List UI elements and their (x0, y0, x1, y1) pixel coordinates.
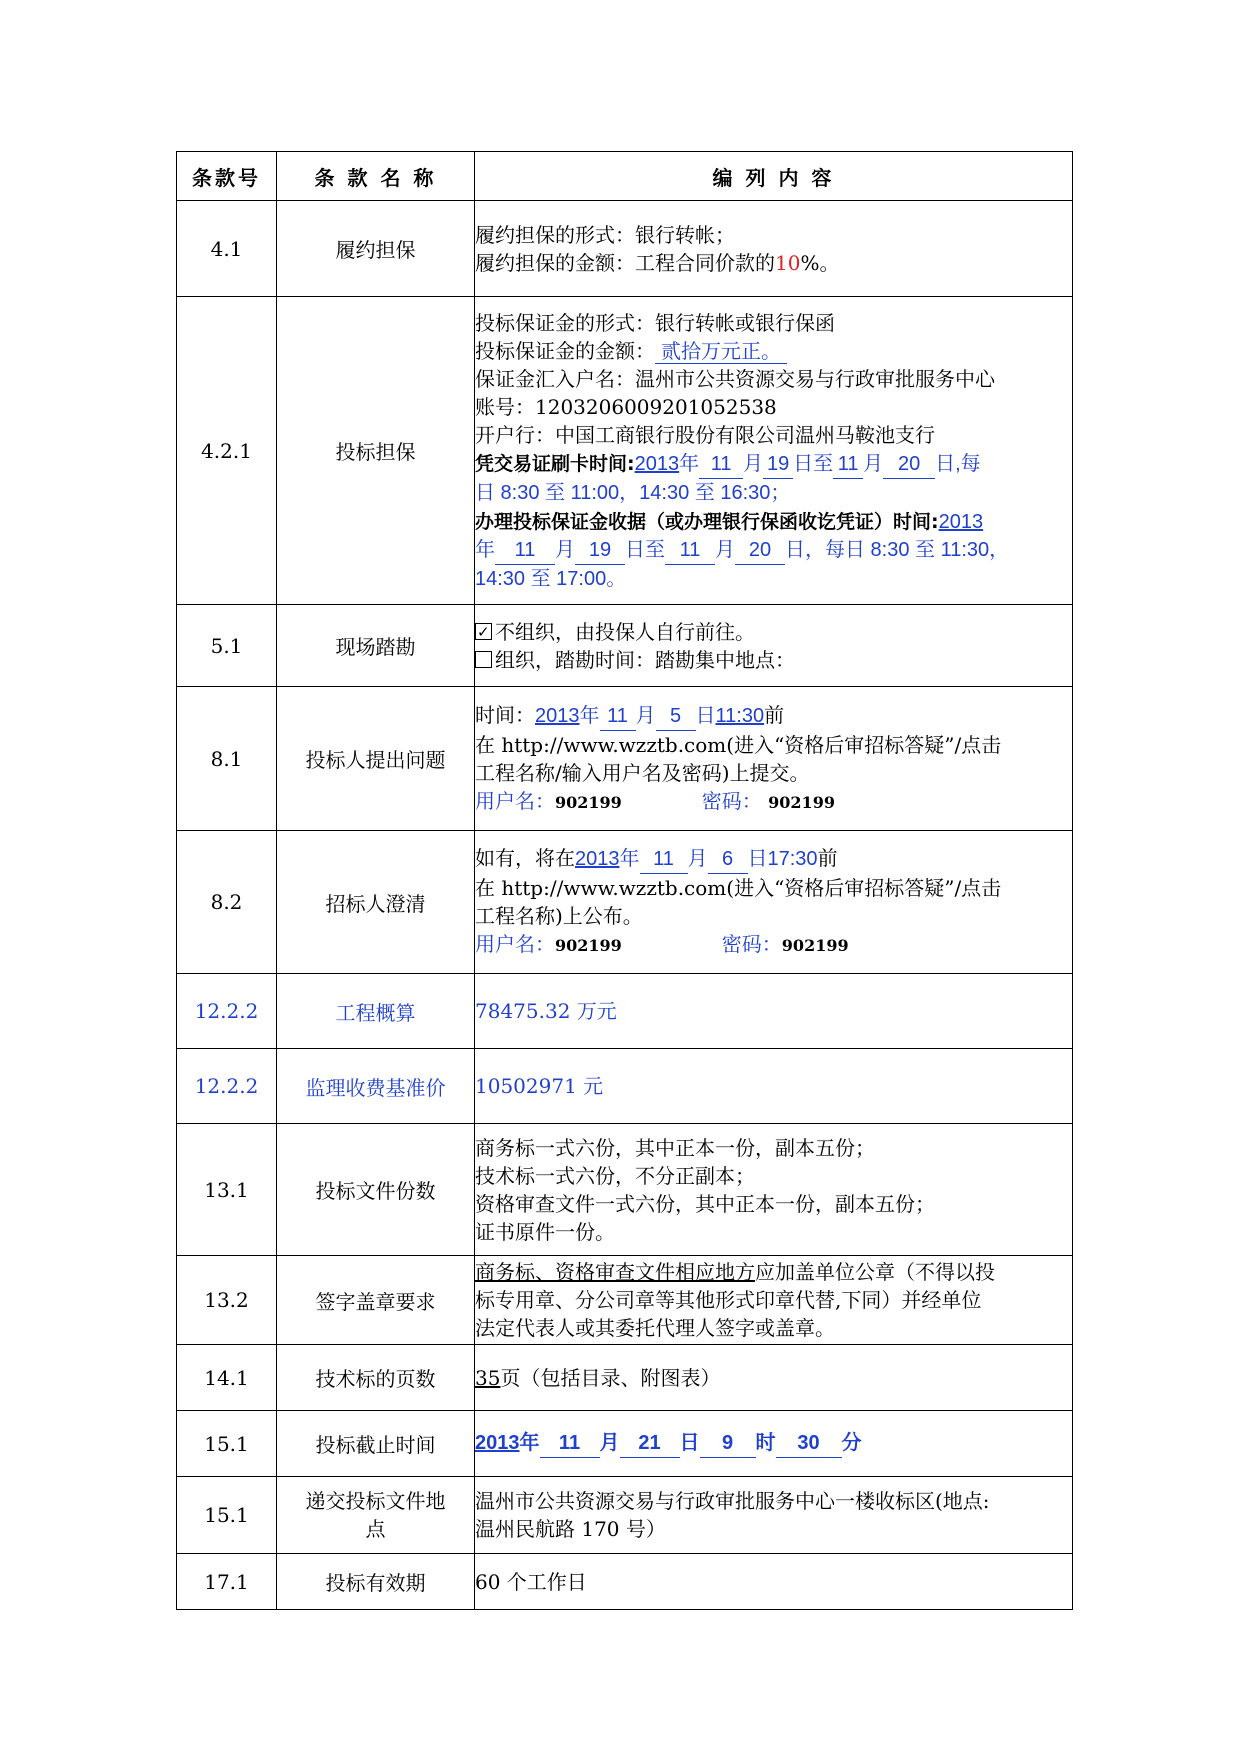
time-hour: 9 (700, 1429, 756, 1458)
content-line (475, 844, 1072, 874)
date-year: 2013 (535, 704, 580, 727)
table-row (177, 1345, 1073, 1411)
table-row (177, 201, 1073, 297)
date-unit: 日，每日 8:30 至 11:30， (785, 538, 1010, 561)
option-text: 不组织，由投保人自行前往。 (495, 619, 755, 644)
content-line (475, 536, 1072, 565)
clause-number: 8.2 (177, 831, 277, 974)
time-value: 11:30 (715, 704, 765, 727)
table-row (177, 1477, 1073, 1554)
header-clause-name: 条 款 名 称 (277, 152, 475, 201)
deposit-amount: 贰拾万元正。 (655, 339, 787, 364)
date-unit: 日 (695, 704, 716, 727)
table-row (177, 1411, 1073, 1477)
date-month: 11 (665, 536, 715, 565)
content-line (475, 249, 1072, 277)
date-month: 11 (495, 536, 555, 565)
table-row (177, 831, 1073, 974)
clause-content (475, 1124, 1073, 1256)
date-year: 2013 (575, 848, 620, 870)
content-text: 投标保证金的金额： (475, 338, 655, 363)
time-value: 17:30 (767, 848, 818, 870)
password-value: 902199 (781, 936, 849, 955)
date-unit: 月 (687, 848, 708, 870)
date-unit: 年 (579, 704, 600, 727)
username-label: 用户名： (475, 932, 555, 956)
table-row (177, 605, 1073, 687)
content-line: 商务标一式六份，其中正本一份，副本五份； (475, 1135, 875, 1160)
empty-checkbox-icon (475, 651, 492, 668)
date-month: 11 (540, 1429, 600, 1458)
content-line: 工程名称/输入用户名及密码)上提交。 (475, 760, 810, 785)
username-value: 902199 (555, 792, 622, 812)
table-header-row (177, 152, 1073, 201)
date-day: 21 (620, 1429, 680, 1458)
content-label: 时间： (475, 702, 535, 727)
clause-name: 签字盖章要求 (277, 1256, 475, 1345)
clause-number: 12.2.2 (177, 1049, 277, 1124)
clause-number: 12.2.2 (177, 974, 277, 1049)
content-line: 法定代表人或其委托代理人签字或盖章。 (475, 1316, 835, 1340)
content-text: 前 (764, 702, 785, 727)
header-content: 编 列 内 容 (475, 152, 1073, 201)
clause-number: 13.2 (177, 1256, 277, 1345)
clause-name-line: 点 (365, 1517, 386, 1541)
clause-content (475, 1345, 1073, 1411)
clause-name: 技术标的页数 (277, 1345, 475, 1411)
date-unit: 月 (555, 538, 575, 561)
content-line (475, 787, 1072, 817)
time-minute: 30 (776, 1429, 842, 1458)
content-line: 温州民航路 170 号） (475, 1517, 666, 1541)
password-label: 密码： (721, 932, 782, 956)
clause-number: 4.2.1 (177, 297, 277, 605)
clause-number: 4.1 (177, 201, 277, 297)
password-label: 密码： (701, 788, 762, 813)
table-row (177, 1124, 1073, 1256)
date-day: 19 (575, 536, 625, 565)
content-line: 保证金汇入户名：温州市公共资源交易与行政审批服务中心 (475, 366, 995, 391)
content-text: 如有，将在 (475, 846, 575, 870)
clause-table (176, 151, 1073, 1610)
clause-number: 17.1 (177, 1554, 277, 1610)
date-month: 11 (600, 702, 636, 731)
clause-name: 工程概算 (277, 974, 475, 1049)
clause-content (475, 1477, 1073, 1554)
table-row (177, 1049, 1073, 1124)
header-clause-number: 条款号 (177, 152, 277, 201)
option-text: 组织，踏勘时间：踏勘集中地点： (495, 647, 795, 672)
content-line: 账号：1203206009201052538 (475, 394, 777, 419)
clause-number: 15.1 (177, 1411, 277, 1477)
date-unit: 日至 (625, 538, 665, 561)
date-unit: 月 (635, 704, 656, 727)
content-line: 在 http://www.wzztb.com(进入“资格后审招标答疑”/点击 (475, 876, 1002, 900)
clause-name: 投标担保 (277, 297, 475, 605)
date-unit: 月 (743, 452, 764, 475)
content-line (475, 618, 1072, 646)
clause-number: 14.1 (177, 1345, 277, 1411)
username-value: 902199 (555, 936, 622, 955)
table-row (177, 1554, 1073, 1610)
content-label: 凭交易证刷卡时间: (475, 452, 635, 475)
content-line (475, 930, 1072, 960)
date-day: 6 (708, 845, 748, 874)
date-unit: 月 (715, 538, 735, 561)
date-year: 2013 (475, 1432, 520, 1454)
clause-name: 投标截止时间 (277, 1411, 475, 1477)
percent-value: 10 (775, 250, 801, 275)
date-unit: 日,每 (935, 452, 981, 475)
clause-content (475, 201, 1073, 297)
date-day: 19 (763, 450, 793, 479)
date-day: 20 (883, 450, 935, 479)
clause-content: 78475.32 万元 (475, 974, 1073, 1049)
date-day: 5 (656, 702, 696, 731)
clause-name: 招标人澄清 (277, 831, 475, 974)
content-text: 页（包括目录、附图表） (500, 1365, 721, 1390)
date-unit: 日 (747, 848, 768, 870)
clause-name (277, 1477, 475, 1554)
clause-number: 15.1 (177, 1477, 277, 1554)
content-line: 14:30 至 17:00。 (475, 567, 627, 590)
table-row (177, 1256, 1073, 1345)
content-line: 工程名称)上公布。 (475, 904, 643, 928)
clause-content (475, 605, 1073, 687)
content-line (475, 701, 1072, 731)
clause-name: 履约担保 (277, 201, 475, 297)
clause-name-line: 递交投标文件地 (305, 1489, 446, 1513)
checked-checkbox-icon (475, 623, 492, 640)
date-unit: 分 (841, 1432, 862, 1454)
date-year: 2013 (634, 452, 680, 475)
underlined-text: 商务标、资格审查文件相应地方 (475, 1260, 755, 1284)
content-text: 前 (817, 846, 838, 870)
content-line (475, 1258, 1072, 1286)
date-month: 11 (833, 450, 863, 479)
date-month: 11 (640, 845, 688, 874)
date-unit: 时 (755, 1432, 776, 1454)
clause-name: 投标人提出问题 (277, 687, 475, 831)
content-line: 标专用章、分公司章等其他形式印章代替,下同）并经单位 (475, 1288, 982, 1312)
date-month: 11 (699, 450, 743, 479)
content-label: 办理投标保证金收据（或办理银行保函收讫凭证）时间: (475, 510, 939, 533)
table-row (177, 974, 1073, 1049)
content-text: 履约担保的金额：工程合同价款的 (475, 250, 775, 275)
date-unit: 日 (679, 1432, 700, 1454)
table-row (177, 687, 1073, 831)
content-line: 温州市公共资源交易与行政审批服务中心一楼收标区(地点: (475, 1489, 990, 1513)
date-unit: 月 (599, 1432, 620, 1454)
clause-content (475, 297, 1073, 605)
date-unit: 年 (519, 1432, 540, 1454)
content-line: 证书原件一份。 (475, 1219, 615, 1244)
clause-name: 投标有效期 (277, 1554, 475, 1610)
password-value: 902199 (768, 792, 835, 812)
date-unit: 日至 (793, 452, 834, 475)
date-year: 2013 (938, 510, 984, 533)
content-line (475, 449, 1072, 479)
date-unit: 月 (863, 452, 884, 475)
content-line: 开户行：中国工商银行股份有限公司温州马鞍池支行 (475, 422, 935, 447)
content-line: 技术标一式六份，不分正副本； (475, 1163, 755, 1188)
content-line (475, 337, 1072, 365)
content-text: 应加盖单位公章（不得以投 (755, 1260, 995, 1284)
clause-content (475, 1411, 1073, 1477)
clause-number: 5.1 (177, 605, 277, 687)
content-line (475, 507, 1072, 536)
clause-content (475, 1256, 1073, 1345)
date-unit: 年 (679, 452, 700, 475)
date-day: 20 (735, 536, 785, 565)
table-row (177, 297, 1073, 605)
clause-name: 投标文件份数 (277, 1124, 475, 1256)
clause-name: 现场踏勘 (277, 605, 475, 687)
clause-number: 13.1 (177, 1124, 277, 1256)
clause-content: 60 个工作日 (475, 1554, 1073, 1610)
clause-content (475, 687, 1073, 831)
clause-content: 10502971 元 (475, 1049, 1073, 1124)
clause-name: 监理收费基准价 (277, 1049, 475, 1124)
content-line: 资格审查文件一式六份，其中正本一份，副本五份； (475, 1191, 935, 1216)
content-line: 日 8:30 至 11:00，14:30 至 16:30； (475, 481, 791, 504)
date-unit: 年 (619, 848, 640, 870)
date-unit: 年 (475, 538, 495, 561)
clause-number: 8.1 (177, 687, 277, 831)
content-line: 在 http://www.wzztb.com(进入“资格后审招标答疑”/点击 (475, 732, 1002, 757)
content-line (475, 646, 1072, 674)
username-label: 用户名： (475, 788, 555, 813)
content-line: 投标保证金的形式：银行转帐或银行保函 (475, 310, 835, 335)
content-line: 履约担保的形式：银行转帐； (475, 222, 735, 247)
content-text: %。 (800, 250, 840, 275)
page-count: 35 (475, 1365, 501, 1390)
clause-content (475, 831, 1073, 974)
